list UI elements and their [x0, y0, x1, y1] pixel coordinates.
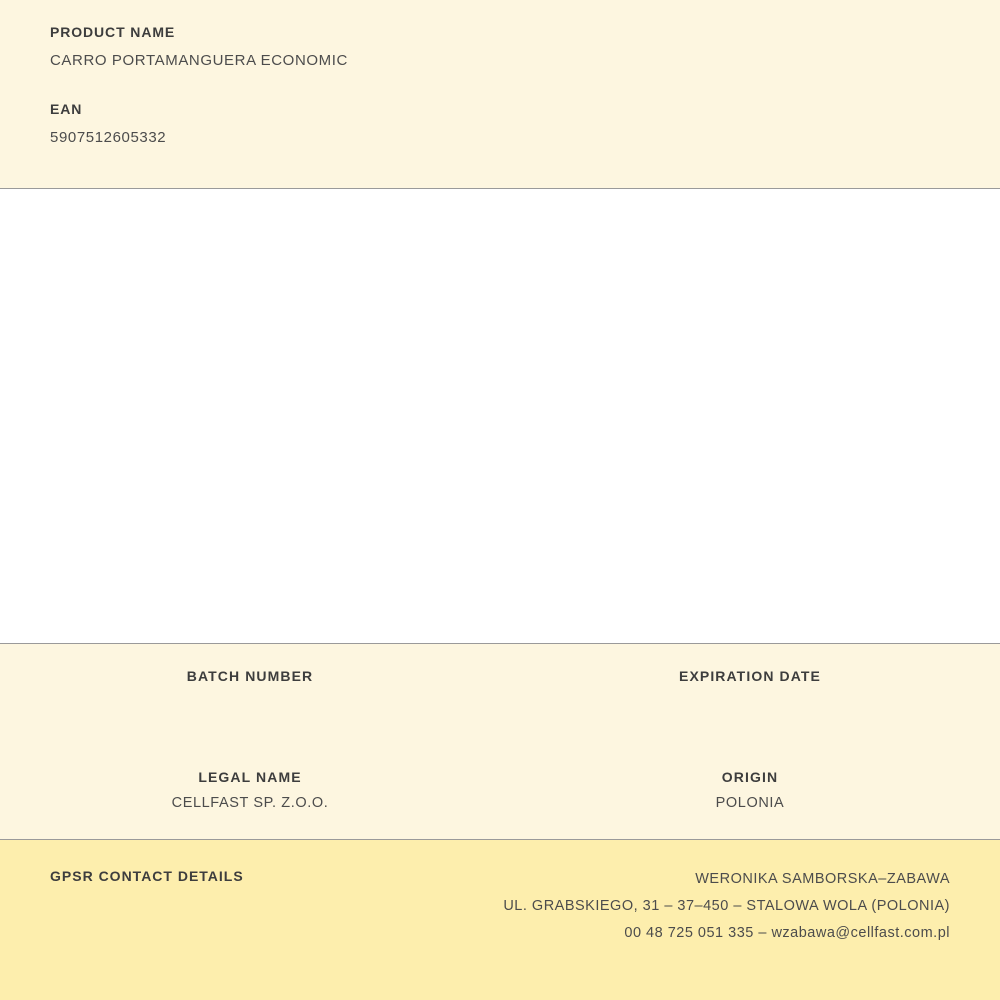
ean-field	[50, 101, 950, 146]
product-name-label: PRODUCT NAME	[50, 24, 176, 40]
batch-number-label: BATCH NUMBER	[186, 668, 314, 684]
ean-label: EAN	[50, 101, 83, 117]
batch-number-cell	[0, 668, 500, 711]
origin-cell	[500, 769, 1000, 812]
gpsr-contact-block	[503, 866, 950, 947]
info-row-legal-origin	[0, 769, 1000, 812]
gpsr-footer-section	[0, 840, 1000, 1000]
product-header-section	[0, 0, 1000, 189]
expiration-date-label: EXPIRATION DATE	[679, 668, 821, 684]
gpsr-contact-details-label: GPSR CONTACT DETAILS	[50, 868, 244, 884]
gpsr-contact-name: WERONIKA SAMBORSKA–ZABAWA	[695, 871, 950, 887]
gpsr-contact-address: UL. GRABSKIEGO, 31 – 37–450 – STALOWA WOLA (POLONIA)	[503, 898, 950, 914]
origin-value: POLONIA	[715, 795, 785, 811]
expiration-date-value	[500, 694, 1000, 711]
legal-name-value: CELLFAST SP. Z.O.O.	[171, 795, 329, 811]
origin-label: ORIGIN	[721, 769, 779, 785]
legal-name-cell	[0, 769, 500, 812]
legal-name-label: LEGAL NAME	[198, 769, 302, 785]
info-row-batch-expiration	[0, 668, 1000, 711]
product-name-value: CARRO PORTAMANGUERA ECONOMIC	[50, 52, 348, 69]
batch-number-value	[0, 694, 500, 711]
expiration-date-cell	[500, 668, 1000, 711]
ean-value: 5907512605332	[50, 129, 167, 146]
gpsr-contact-phone-email: 00 48 725 051 335 – wzabawa@cellfast.com.pl	[624, 925, 950, 941]
product-name-field	[50, 24, 950, 69]
product-image-area	[0, 189, 1000, 644]
product-info-section	[0, 644, 1000, 840]
